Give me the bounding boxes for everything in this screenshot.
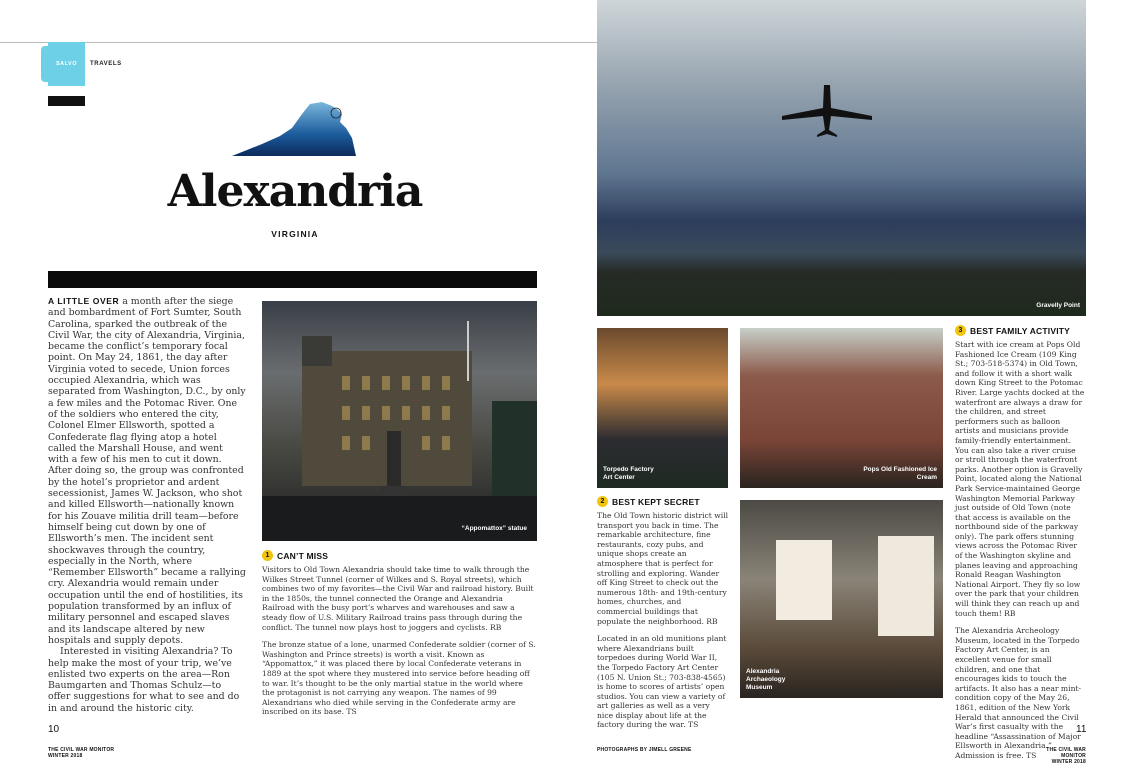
top-rule xyxy=(0,42,597,43)
body-paragraph-2: Interested in visiting Alexandria? To help make the most of your trip, we’ve enlisted two experts on the area—Ron Baumgarten and Thomas Schulz—to offer suggestions for what to see and do in and around the historic city. xyxy=(48,646,240,714)
section-tab xyxy=(48,42,85,86)
cant-miss-p1: Visitors to Old Town Alexandria should take time to walk through the Wilkes Street Tunnel (corner of Wilkes and S. Royal streets), which combines two of my favorites—the Civil War and railroad history. Built in the 1850s, the tunnel connected the Orange and Alexandria Railroad with the busy port’s wharves and warehouses and saw a steady flow of U.S. Military Railroad trains pass through during the conflict. The tunnel now plays host to joggers and cyclists. RB xyxy=(262,565,534,632)
page-number-left: 10 xyxy=(48,724,60,735)
family-title: BEST FAMILY ACTIVITY xyxy=(970,325,1071,336)
museum-panel-right xyxy=(878,536,934,636)
pops-photo xyxy=(740,328,943,488)
torpedo-photo xyxy=(597,328,728,488)
photo-credit: PHOTOGRAPHS BY JIMELL GREENE xyxy=(597,747,692,753)
page-number-right: 11 xyxy=(1076,724,1087,735)
article-subtitle: VIRGINIA xyxy=(271,229,319,239)
torpedo-caption: Torpedo Factory Art Center xyxy=(603,466,654,481)
family-p1: Start with ice cream at Pops Old Fashioned Ice Cream (109 King St.; 703-518-5374) in Old Town, and follow it with a short walk down King Street to the Potomac River. Large yachts docked at the waterfront are always a draw for the children, and street performers such as balloon artists and musicians provide family-friendly entertainment. You can also take a river cruise or stroll through the waterfront parks. Another option is Gravelly Point, located along the National Park Service-maintained George Washington Memorial Parkway just outside of Old Town (note that access is available on the northbound side of the parkway only). The park offers stunning views across the Potomac River of the Washington skyline and planes leaving and approaching Ronald Reagan Washington National Airport. They fly so low over the park that your children will think they can reach up and touch them! RB xyxy=(955,340,1085,618)
body-paragraph-1: a month after the siege and bombardment of Fort Sumter, South Carolina, sparked the outbreak of the Civil War, the city of Alexandria, Virginia, became the conflict’s temporary focal point. On May 24, 1861, the day after Virginia voted to secede, Union forces occupied Alexandria, which was separated from Washington, D.C., by only a few miles and the Potomac River. One of the soldiers who entered the city, Colonel Elmer Ellsworth, spotted a Confederate flag flying atop a hotel called the Marshall House, and went with a few of his men to cut it down. After doing so, the group was confronted by the hotel’s proprietor and ardent secessionist, James W. Jackson, who shot and killed Ellsworth—nationally known for his Zouave militia drill team—before himself being cut down by one of Ellsworth’s men. The incident sent shockwaves through the country, especially in the North, where “Remember Ellsworth” became a rallying cry. Alexandria would remain under occupation until the end of hostilities, its population transformed by an influx of military personnel and escaped slaves and its landscape altered by new hospitals and supply depots. xyxy=(48,296,246,646)
cant-miss-title: CAN’T MISS xyxy=(277,550,329,561)
appomattox-photo xyxy=(262,301,537,541)
issue-left: WINTER 2018 xyxy=(48,753,83,759)
gravelly-photo xyxy=(597,0,1086,316)
number-badge-1: 1 xyxy=(262,550,273,561)
building-illustration xyxy=(262,301,537,541)
article-body xyxy=(48,296,246,714)
article-title: Alexandria xyxy=(167,166,423,217)
family-section xyxy=(955,325,1086,761)
virginia-map-icon xyxy=(232,100,356,160)
family-p2: The Alexandria Archeology Museum, located in the Torpedo Factory Art Center, is an excellent venue for small children, and one that encourages kids to touch the artifacts. It also has a near mint-condition copy of the May 26, 1861, edition of the New York Herald that announced the Civil War’s first casualty with the headline “Assassination of Major Ellsworth in Alexandria.” Admission is free. TS xyxy=(955,626,1082,760)
museum-panel-left xyxy=(776,540,832,620)
number-badge-3: 3 xyxy=(955,325,966,336)
number-badge-2: 2 xyxy=(597,496,608,507)
cant-miss-p2: The bronze statue of a lone, unarmed Confederate soldier (corner of S. Washington and Prince streets) is worth a visit. Known as “Appomattox,” it was placed there by local Confederate veterans in 1889 at the spot where they mustered into service before heading off to war. It’s thought to be the only martial statue in the world where the protagonist is not carrying any weapon. The names of 99 Alexandrians who died while serving in the Confederate army are inscribed on its base. TS xyxy=(262,640,536,717)
magazine-name-left: THE CIVIL WAR MONITOR xyxy=(48,747,115,753)
best-secret-section xyxy=(597,496,728,730)
footer-right xyxy=(1020,747,1086,765)
airplane-icon xyxy=(777,80,877,140)
best-secret-heading xyxy=(597,496,728,507)
best-secret-p2: Located in an old munitions plant where Alexandrians built torpedoes during World War II, the Torpedo Factory Art Center (105 N. Union St.; 703-838-4565) is home to scores of artists’ open studios. You can view a variety of art galleries as well as a very nice display about life at the factory during the war. TS xyxy=(597,634,727,730)
magazine-name-right: THE CIVIL WAR MONITOR xyxy=(1046,747,1086,759)
family-heading xyxy=(955,325,1086,336)
issue-right: WINTER 2018 xyxy=(1051,759,1086,765)
cant-miss-section xyxy=(262,550,537,717)
museum-caption: Alexandria Archaeology Museum xyxy=(746,668,786,691)
header-bar xyxy=(48,96,85,106)
section-label: TRAVELS xyxy=(90,61,122,67)
section-tab-label: SALVO xyxy=(55,61,78,67)
best-secret-title: BEST KEPT SECRET xyxy=(612,496,700,507)
title-bar xyxy=(48,271,537,288)
appomattox-caption: “Appomattox” statue xyxy=(461,525,527,532)
museum-photo xyxy=(740,500,943,698)
lead-in: A LITTLE OVER xyxy=(48,296,120,306)
cant-miss-heading xyxy=(262,550,537,561)
footer-left xyxy=(48,747,114,759)
pops-caption: Pops Old Fashioned Ice Cream xyxy=(863,466,937,481)
gravelly-caption: Gravelly Point xyxy=(1036,302,1080,309)
best-secret-p1: The Old Town historic district will transport you back in time. The remarkable architecture, fine restaurants, cozy pubs, and unique shops create an atmosphere that is perfect for strolling and exploring. Wander off King Street to check out the numerous 18th- and 19th-century homes, churches, and commercial buildings that populate the neighborhood. RB xyxy=(597,511,729,626)
